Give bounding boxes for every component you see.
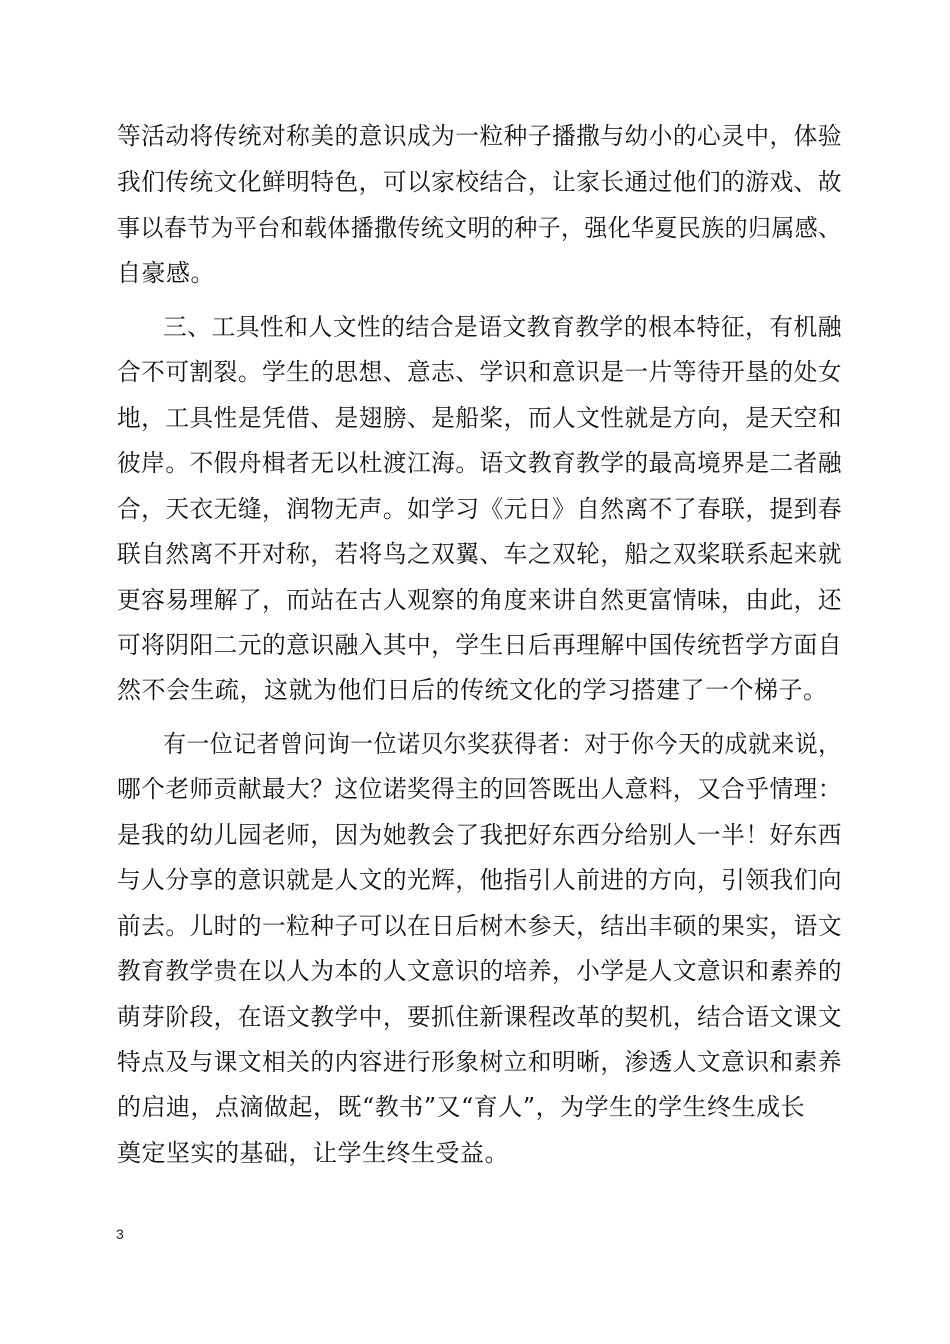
- text-line: 自豪感。: [117, 259, 215, 287]
- text-line: 可将阴阳二元的意识融入其中，学生日后再理解中国传统哲学方面自: [117, 631, 842, 659]
- text-line: 等活动将传统对称美的意识成为一粒种子播撒与幼小的心灵中，体验: [117, 122, 842, 150]
- text-line: 奠定坚实的基础，让学生终生受益。: [117, 1139, 509, 1167]
- text-line: 萌芽阶段，在语文教学中，要抓住新课程改革的契机，结合语文课文: [117, 1003, 842, 1031]
- text-line: 的启迪，点滴做起，既“教书”又“育人”，为学生的学生终生成长: [117, 1093, 806, 1121]
- text-line: 联自然离不开对称，若将鸟之双翼、车之双轮，船之双桨联系起来就: [117, 540, 842, 568]
- text-line: 哪个老师贡献最大？这位诺奖得主的回答既出人意料，又合乎情理：: [117, 775, 842, 803]
- text-line: 我们传统文化鲜明特色，可以家校结合，让家长通过他们的游戏、故: [117, 168, 842, 196]
- text-line: 合不可割裂。学生的思想、意志、学识和意识是一片等待开垦的处女: [117, 358, 842, 386]
- text-line: 有一位记者曾问询一位诺贝尔奖获得者：对于你今天的成就来说，: [163, 730, 842, 758]
- text-line: 事以春节为平台和载体播撒传统文明的种子，强化华夏民族的归属感、: [117, 214, 842, 242]
- text-line: 然不会生疏，这就为他们日后的传统文化的学习搭建了一个梯子。: [117, 676, 828, 704]
- text-line: 三、工具性和人文性的结合是语文教育教学的根本特征，有机融: [163, 313, 842, 341]
- text-line: 彼岸。不假舟楫者无以杜渡江海。语文教育教学的最高境界是二者融: [117, 449, 842, 477]
- text-line: 前去。儿时的一粒种子可以在日后树木参天，结出丰硕的果实，语文: [117, 912, 842, 940]
- page-number: 3: [116, 1226, 124, 1242]
- text-line: 合，天衣无缝，润物无声。如学习《元日》自然离不了春联，提到春: [117, 495, 842, 523]
- text-line: 更容易理解了，而站在古人观察的角度来讲自然更富情味，由此，还: [117, 586, 842, 614]
- text-line: 教育教学贵在以人为本的人文意识的培养，小学是人文意识和素养的: [117, 957, 842, 985]
- text-line: 与人分享的意识就是人文的光辉，他指引人前进的方向，引领我们向: [117, 866, 842, 894]
- text-line: 地，工具性是凭借、是翅膀、是船桨，而人文性就是方向，是天空和: [117, 404, 842, 432]
- text-line: 是我的幼儿园老师，因为她教会了我把好东西分给别人一半！好东西: [117, 821, 842, 849]
- text-line: 特点及与课文相关的内容进行形象树立和明晰，渗透人文意识和素养: [117, 1048, 842, 1076]
